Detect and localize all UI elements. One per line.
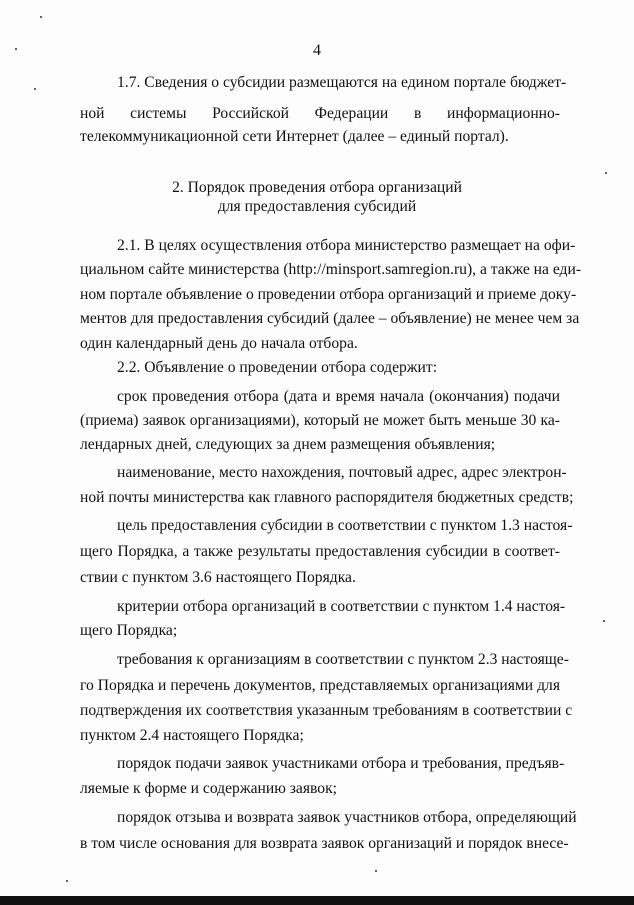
item-deadline-line-1: срок проведения отбора (дата и время начала (окончания) подачи — [117, 388, 560, 405]
scan-speck — [40, 16, 42, 18]
section-heading-line-1: 2. Порядок проведения отбора организаций — [172, 179, 462, 196]
item-goal-line-3: ствии с пунктом 3.6 настоящего Порядка. — [80, 569, 356, 586]
item-requirements-line-1: требования к организациям в соответствии с пунктом 2.3 настояще- — [117, 651, 569, 668]
item-deadline-line-2: (приема) заявок организациями), который не может быть меньше 30 ка- — [80, 412, 560, 429]
item-withdrawal-line-2: в том числе основания для возврата заявок организаций и порядок внесе- — [80, 835, 569, 852]
item-goal-line-2: щего Порядка, а также результаты предоставления субсидии в соответ- — [80, 543, 560, 560]
scan-speck — [34, 88, 36, 90]
paragraph-2-2-intro: 2.2. Объявление о проведении отбора содержит: — [117, 359, 438, 376]
item-criteria-line-2: щего Порядка; — [80, 622, 178, 639]
item-criteria-line-1: критерии отбора организаций в соответствии с пунктом 1.4 настоя- — [117, 598, 566, 615]
item-name-line-2: ной почты министерства как главного распорядителя бюджетных средств; — [80, 489, 574, 506]
item-requirements-line-3: подтверждения их соответствия указанным требованиям в соответствии с — [80, 702, 573, 719]
paragraph-2-1-line-1: 2.1. В целях осуществления отбора министерство размещает на офи- — [117, 237, 576, 254]
item-goal-line-1: цель предоставления субсидии в соответствии с пунктом 1.3 настоя- — [117, 517, 573, 534]
paragraph-1-7-line-2: ной системы Российской Федерации в информационно- — [80, 105, 560, 122]
section-heading-line-2: для предоставления субсидий — [217, 198, 417, 215]
paragraph-1-7-line-1: 1.7. Сведения о субсидии размещаются на едином портале бюджет- — [117, 74, 567, 91]
scan-speck — [15, 48, 17, 50]
scan-bottom-edge — [0, 896, 634, 905]
item-name-line-1: наименование, место нахождения, почтовый адрес, адрес электрон- — [117, 464, 567, 481]
paragraph-2-1-line-5: один календарный день до начала отбора. — [80, 335, 358, 352]
scan-speck — [605, 172, 607, 174]
item-requirements-line-2: го Порядка и перечень документов, представляемых организациями для — [80, 677, 560, 694]
item-submission-line-1: порядок подачи заявок участниками отбора и требования, предъяв- — [117, 755, 565, 772]
item-submission-line-2: ляемые к форме и содержанию заявок; — [80, 780, 337, 797]
paragraph-1-7-line-3: телекоммуникационной сети Интернет (далее – единый портал). — [80, 128, 509, 145]
scan-speck — [375, 870, 377, 872]
scan-speck — [66, 880, 68, 882]
paragraph-2-1-line-4: ментов для предоставления субсидий (далее – объявление) не менее чем за — [80, 310, 580, 327]
page-number: 4 — [313, 42, 321, 59]
scan-speck — [603, 620, 605, 622]
paragraph-2-1-line-2: циальном сайте министерства (http://minsport.samregion.ru), а также на еди- — [80, 261, 582, 278]
item-deadline-line-3: лендарных дней, следующих за днем размещения объявления; — [80, 436, 496, 453]
item-requirements-line-4: пунктом 2.4 настоящего Порядка; — [80, 727, 304, 744]
item-withdrawal-line-1: порядок отзыва и возврата заявок участников отбора, определяющий — [117, 809, 577, 826]
paragraph-2-1-line-3: ном портале объявление о проведении отбора организаций и приеме доку- — [80, 286, 577, 303]
